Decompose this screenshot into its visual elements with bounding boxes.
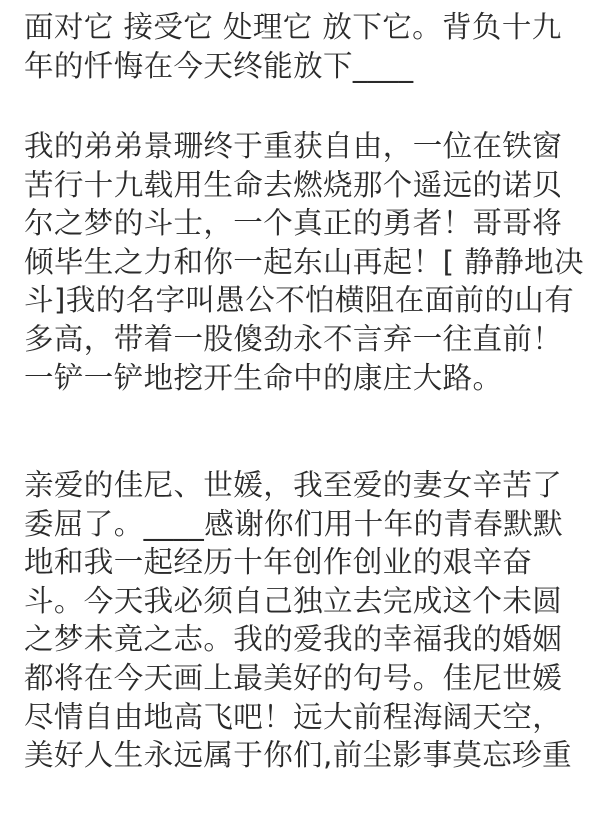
text-line: 斗。今天我必须自己独立去完成这个未圆 <box>24 583 563 618</box>
text-line: 一铲一铲地挖开生命中的康庄大路。 <box>24 360 503 395</box>
text-line: 之梦未竟之志。我的爱我的幸福我的婚姻 <box>24 622 563 657</box>
text-line: 我的弟弟景珊终于重获自由，一位在铁窗 <box>24 129 563 163</box>
text-line: 倾毕生之力和你一起东山再起！[ 静静地决 <box>24 244 584 279</box>
text-line: 尔之梦的斗士，一个真正的勇者！哥哥将 <box>24 206 563 241</box>
text-line: 面对它 接受它 处理它 放下它。背负十九 <box>24 10 562 44</box>
text-line: 都将在今天画上最美好的句号。佳尼世媛 <box>24 660 563 695</box>
text-line: 地和我一起经历十年创作创业的艰辛奋 <box>24 545 533 580</box>
text-line: 委屈了。____感谢你们用十年的青春默默 <box>24 506 564 541</box>
text-line: 亲爱的佳尼、世媛，我至爱的妻女辛苦了 <box>24 468 563 502</box>
text-line: 苦行十九载用生命去燃烧那个遥远的诺贝 <box>24 167 563 202</box>
paragraph-1 <box>24 8 584 85</box>
text-line: 尽情自由地高飞吧！远大前程海阔天空， <box>24 699 563 734</box>
paragraph-2 <box>24 127 584 397</box>
text-line: 年的忏悔在今天终能放下____ <box>24 48 414 83</box>
text-line: 斗]我的名字叫愚公不怕横阻在面前的山有 <box>24 283 575 318</box>
text-line: 美好人生永远属于你们,前尘影事莫忘珍重 <box>24 738 572 773</box>
paragraph-3 <box>24 466 584 775</box>
text-line: 多高，带着一股傻劲永不言弃一往直前！ <box>24 321 563 356</box>
